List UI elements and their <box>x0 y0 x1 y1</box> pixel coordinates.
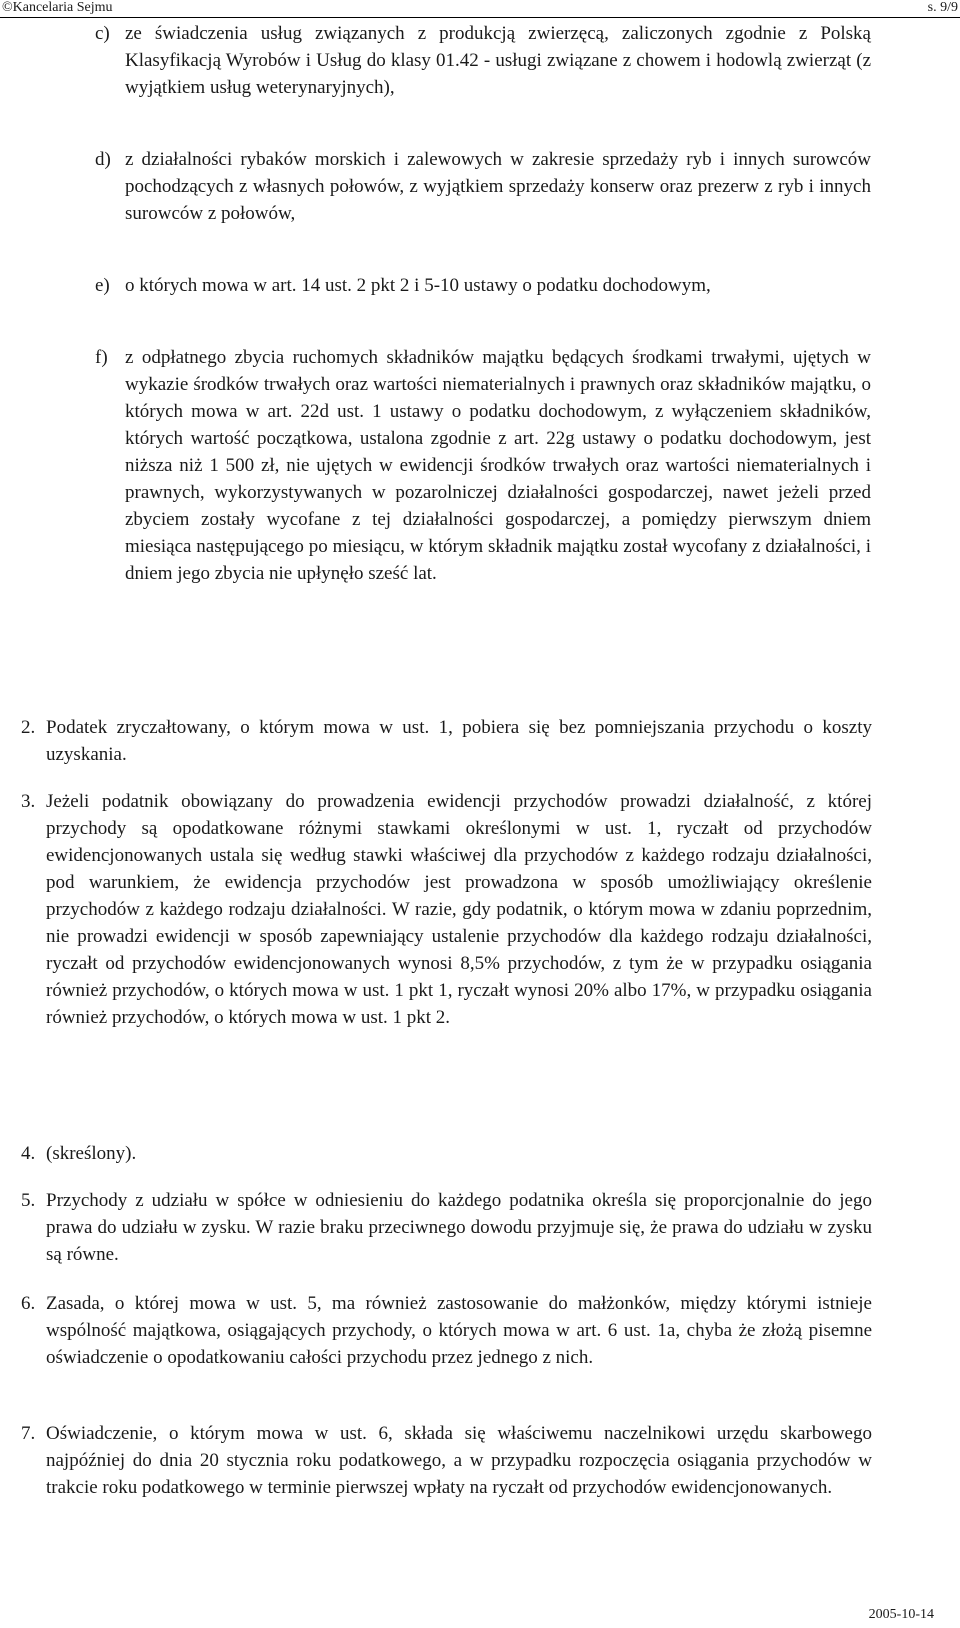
item-letter: e) <box>95 275 110 296</box>
header-rule <box>0 17 960 18</box>
paragraph-number: 3. <box>21 791 36 812</box>
paragraph-text: Jeżeli podatnik obowiązany do prowadzenia ewidencji przychodów prowadzi działalność, z której przychody są opodatkowane różnymi stawkami określonymi w ust. 1, ryczałt od przychodów ewidencjonowanych ustala się według stawki właściwej dla przychodów z każdego rodzaju działalności, pod warunkiem, że ewidencja przychodów jest prowadzona w sposób umożliwiający określenie przychodów z każdego rodzaju działalności. W razie, gdy podatnik, o którym mowa w zdaniu poprzednim, nie prowadzi ewidencji w sposób zapewniający ustalenie przychodów dla każdego rodzaju działalności, ryczałt od przychodów ewidencjonowanych wynosi 8,5% przychodów, z tym że w przypadku osiągania również przychodów, o których mowa w ust. 1 pkt 1, ryczałt wynosi 20% albo 17%, w przypadku osiągania również przychodów, o których mowa w ust. 1 pkt 2. <box>46 791 872 1028</box>
paragraph-number: 6. <box>21 1293 36 1314</box>
item-text: o których mowa w art. 14 ust. 2 pkt 2 i 5-10 ustawy o podatku dochodowym, <box>125 275 711 296</box>
paragraph-number: 2. <box>21 717 36 738</box>
item-text: z odpłatnego zbycia ruchomych składników majątku będących środkami trwałymi, ujętych w wykazie środków trwałych oraz wartości niematerialnych i prawnych oraz składników majątku, o których mowa w art. 22d ust. 1 ustawy o podatku dochodowym, z wyłączeniem składników, których wartość początkowa, ustalona zgodnie z art. 22g ustawy o podatku dochodowym, jest niższa niż 1 500 zł, nie ujętych w ewidencji środków trwałych oraz wartości niematerialnych i prawnych, wykorzystywanych w pozarolniczej działalności gospodarczej, nawet jeżeli przed zbyciem zostały wycofane z tej działalności gospodarczej, a pomiędzy pierwszym dniem miesiąca następującego po miesiącu, w którym składnik majątku został wycofany z działalności, i dniem jego zbycia nie upłynęło sześć lat. <box>125 347 871 584</box>
paragraph-number: 4. <box>21 1143 36 1164</box>
page-header <box>0 0 960 18</box>
paragraph-text: Podatek zryczałtowany, o którym mowa w ust. 1, pobiera się bez pomniejszania przychodu o koszty uzyskania. <box>46 717 872 765</box>
header-page-number: s. 9/9 <box>927 0 958 15</box>
item-letter: c) <box>95 23 110 44</box>
footer-date: 2005-10-14 <box>868 1607 934 1622</box>
paragraph-number: 7. <box>21 1423 36 1444</box>
item-text: ze świadczenia usług związanych z produkcją zwierzęcą, zaliczonych zgodnie z Polską Klasyfikacją Wyrobów i Usług do klasy 01.42 - usługi związane z chowem i hodowlą zwierząt (z wyjątkiem usług weterynaryjnych), <box>125 23 871 98</box>
item-letter: f) <box>95 347 108 368</box>
item-letter: d) <box>95 149 111 170</box>
item-text: z działalności rybaków morskich i zalewowych w zakresie sprzedaży ryb i innych surowców pochodzących z własnych połowów, z wyjątkiem sprzedaży konserw oraz prezerw z ryb i innych surowców z połowów, <box>125 149 871 224</box>
paragraph-text: Oświadczenie, o którym mowa w ust. 6, składa się właściwemu naczelnikowi urzędu skarbowego najpóźniej do dnia 20 stycznia roku podatkowego, a w przypadku rozpoczęcia osiągania przychodów w trakcie roku podatkowego w terminie pierwszej wpłaty na ryczałt od przychodów ewidencjonowanych. <box>46 1423 872 1498</box>
paragraph-text: (skreślony). <box>46 1143 137 1164</box>
paragraph-number: 5. <box>21 1190 36 1211</box>
paragraph-text: Przychody z udziału w spółce w odniesieniu do każdego podatnika określa się proporcjonalnie do jego prawa do udziału w zysku. W razie braku przeciwnego dowodu przyjmuje się, że prawa do udziału w zysku są równe. <box>46 1190 872 1265</box>
header-source: ©Kancelaria Sejmu <box>2 0 113 15</box>
paragraph-text: Zasada, o której mowa w ust. 5, ma również zastosowanie do małżonków, między którymi istnieje wspólność majątkowa, osiągających przychody, o których mowa w art. 6 ust. 1a, chyba że złożą pisemne oświadczenie o opodatkowaniu całości przychodu przez jednego z nich. <box>46 1293 872 1368</box>
